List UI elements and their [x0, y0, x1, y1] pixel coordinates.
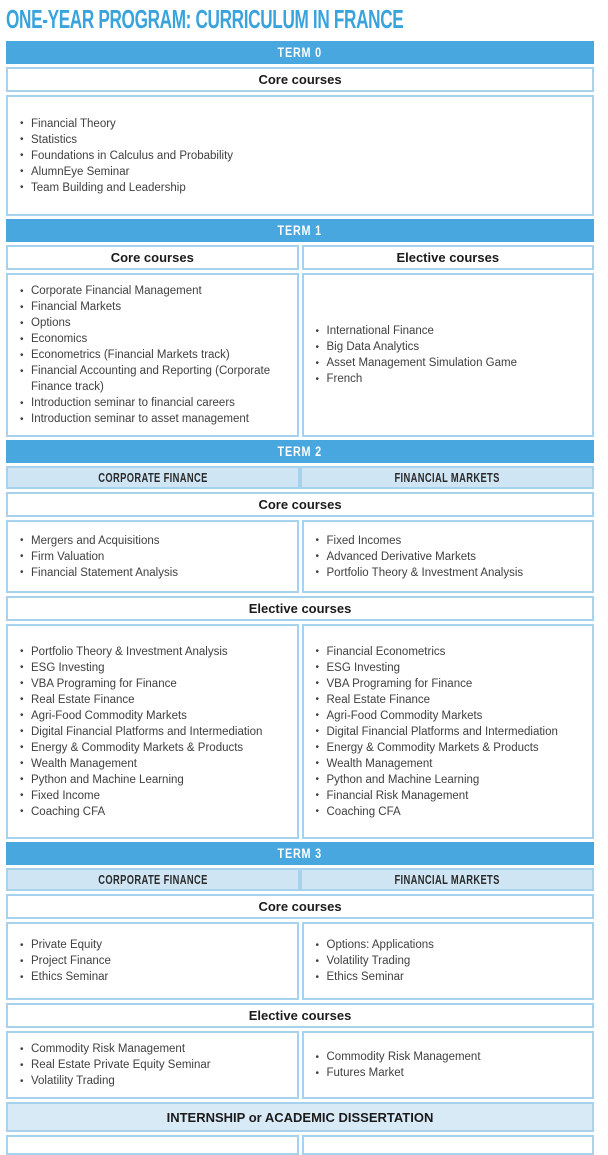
course-item: • Foundations in Calculus and Probability: [18, 148, 582, 164]
term1-core-header: Core courses: [6, 245, 299, 270]
course-item: • Financial Markets: [18, 299, 287, 315]
course-item: • Private Equity: [18, 937, 287, 953]
course-item: • Ethics Seminar: [314, 969, 583, 985]
internship-row: [6, 1102, 594, 1132]
term3-label: TERM 3: [277, 846, 323, 861]
cropped-bottom-cell-right: [302, 1135, 595, 1155]
term0-core-list-row: [6, 95, 594, 216]
course-item: • Volatility Trading: [314, 953, 583, 969]
term2-financial-markets-header: [300, 466, 594, 489]
course-item: • Agri-Food Commodity Markets: [18, 708, 287, 724]
term3-core-list-row: [6, 922, 594, 1000]
course-item: • Firm Valuation: [18, 549, 287, 565]
course-item: • Portfolio Theory & Investment Analysis: [314, 565, 583, 581]
course-item: • Corporate Financial Management: [18, 283, 287, 299]
course-item: • Introduction seminar to financial careers: [18, 395, 287, 411]
term3-track-row: [6, 868, 594, 891]
term3-core-markets-list: [314, 937, 583, 985]
course-item: • Fixed Incomes: [314, 533, 583, 549]
term2-financial-markets-label: FINANCIAL MARKETS: [394, 470, 500, 485]
course-item: • Fixed Income: [18, 788, 287, 804]
course-item: • Economics: [18, 331, 287, 347]
term3-elective-corporate-cell: [6, 1031, 299, 1099]
term3-core-header: Core courses: [6, 894, 594, 919]
course-item: • ESG Investing: [314, 660, 583, 676]
cropped-bottom-row: [6, 1135, 594, 1142]
term2-elective-markets-cell: [302, 624, 595, 839]
term2-elective-markets-list: [314, 644, 583, 820]
term3-corporate-finance-header: [6, 868, 300, 891]
term3-band: [6, 842, 594, 865]
term1-band: [6, 219, 594, 242]
term2-core-header-row: [6, 492, 594, 517]
course-item: • Asset Management Simulation Game: [314, 355, 583, 371]
term3-elective-markets-list: [314, 1049, 583, 1081]
course-item: • Financial Risk Management: [314, 788, 583, 804]
course-item: • Team Building and Leadership: [18, 180, 582, 196]
term2-corporate-finance-header: [6, 466, 300, 489]
course-item: • Advanced Derivative Markets: [314, 549, 583, 565]
course-item: • Volatility Trading: [18, 1073, 287, 1089]
course-item: • Ethics Seminar: [18, 969, 287, 985]
course-item: • Options: [18, 315, 287, 331]
term1-elective-list: [314, 323, 583, 387]
term1-label: TERM 1: [277, 223, 323, 238]
term3-elective-markets-cell: [302, 1031, 595, 1099]
course-item: • Financial Accounting and Reporting (Corporate Finance track): [18, 363, 287, 395]
term2-track-row: [6, 466, 594, 489]
course-item: • International Finance: [314, 323, 583, 339]
cropped-bottom-cell-left: [6, 1135, 299, 1155]
course-item: • Project Finance: [18, 953, 287, 969]
term1-core-list: [18, 283, 287, 427]
course-item: • Real Estate Private Equity Seminar: [18, 1057, 287, 1073]
term2-core-corporate-cell: [6, 520, 299, 593]
term2-elective-header-row: [6, 596, 594, 621]
term1-header-row: [6, 245, 594, 270]
course-item: • Big Data Analytics: [314, 339, 583, 355]
term2-elective-corporate-list: [18, 644, 287, 820]
term3-elective-header-row: [6, 1003, 594, 1028]
course-item: • Commodity Risk Management: [18, 1041, 287, 1057]
term3-core-corporate-cell: [6, 922, 299, 1000]
page-title-text: ONE-YEAR PROGRAM: CURRICULUM IN FRANCE: [6, 4, 404, 34]
term3-core-markets-cell: [302, 922, 595, 1000]
course-item: • Financial Statement Analysis: [18, 565, 287, 581]
term2-label: TERM 2: [277, 444, 323, 459]
term0-core-header: Core courses: [6, 67, 594, 92]
course-item: • VBA Programing for Finance: [314, 676, 583, 692]
course-item: • Energy & Commodity Markets & Products: [314, 740, 583, 756]
course-item: • Coaching CFA: [18, 804, 287, 820]
term3-financial-markets-label: FINANCIAL MARKETS: [394, 872, 500, 887]
course-item: • Futures Market: [314, 1065, 583, 1081]
course-item: • Financial Theory: [18, 116, 582, 132]
term1-list-row: [6, 273, 594, 437]
term0-core-cell: [6, 95, 594, 216]
course-item: • Statistics: [18, 132, 582, 148]
term3-core-header-row: [6, 894, 594, 919]
term2-corporate-finance-label: CORPORATE FINANCE: [98, 470, 208, 485]
course-item: • Real Estate Finance: [314, 692, 583, 708]
course-item: • Real Estate Finance: [18, 692, 287, 708]
term3-elective-list-row: [6, 1031, 594, 1099]
term3-financial-markets-header: [300, 868, 594, 891]
term2-core-corporate-list: [18, 533, 287, 581]
term3-corporate-finance-label: CORPORATE FINANCE: [98, 872, 208, 887]
course-item: • Python and Machine Learning: [18, 772, 287, 788]
term1-core-cell: [6, 273, 299, 437]
term2-elective-list-row: [6, 624, 594, 839]
term2-core-markets-list: [314, 533, 583, 581]
term2-core-list-row: [6, 520, 594, 593]
course-item: • VBA Programing for Finance: [18, 676, 287, 692]
course-item: • Digital Financial Platforms and Intermediation: [314, 724, 583, 740]
course-item: • Wealth Management: [18, 756, 287, 772]
course-item: • Wealth Management: [314, 756, 583, 772]
course-item: • Energy & Commodity Markets & Products: [18, 740, 287, 756]
course-item: • AlumnEye Seminar: [18, 164, 582, 180]
term3-elective-header: Elective courses: [6, 1003, 594, 1028]
term2-core-markets-cell: [302, 520, 595, 593]
course-item: • Econometrics (Financial Markets track): [18, 347, 287, 363]
course-item: • Introduction seminar to asset management: [18, 411, 287, 427]
term2-core-header: Core courses: [6, 492, 594, 517]
term1-elective-cell: [302, 273, 595, 437]
course-item: • Portfolio Theory & Investment Analysis: [18, 644, 287, 660]
course-item: • French: [314, 371, 583, 387]
term0-core-list: [18, 116, 582, 196]
course-item: • Agri-Food Commodity Markets: [314, 708, 583, 724]
term1-elective-header: Elective courses: [302, 245, 595, 270]
course-item: • Digital Financial Platforms and Intermediation: [18, 724, 287, 740]
page-title: [6, 4, 594, 34]
course-item: • Options: Applications: [314, 937, 583, 953]
course-item: • ESG Investing: [18, 660, 287, 676]
term0-band: [6, 41, 594, 64]
term2-band: [6, 440, 594, 463]
course-item: • Mergers and Acquisitions: [18, 533, 287, 549]
term0-core-header-row: [6, 67, 594, 92]
term3-core-corporate-list: [18, 937, 287, 985]
course-item: • Python and Machine Learning: [314, 772, 583, 788]
term2-elective-header: Elective courses: [6, 596, 594, 621]
course-item: • Financial Econometrics: [314, 644, 583, 660]
term3-elective-corporate-list: [18, 1041, 287, 1089]
term0-label: TERM 0: [277, 45, 323, 60]
course-item: • Commodity Risk Management: [314, 1049, 583, 1065]
course-item: • Coaching CFA: [314, 804, 583, 820]
term2-elective-corporate-cell: [6, 624, 299, 839]
internship-cell: INTERNSHIP or ACADEMIC DISSERTATION: [6, 1102, 594, 1132]
